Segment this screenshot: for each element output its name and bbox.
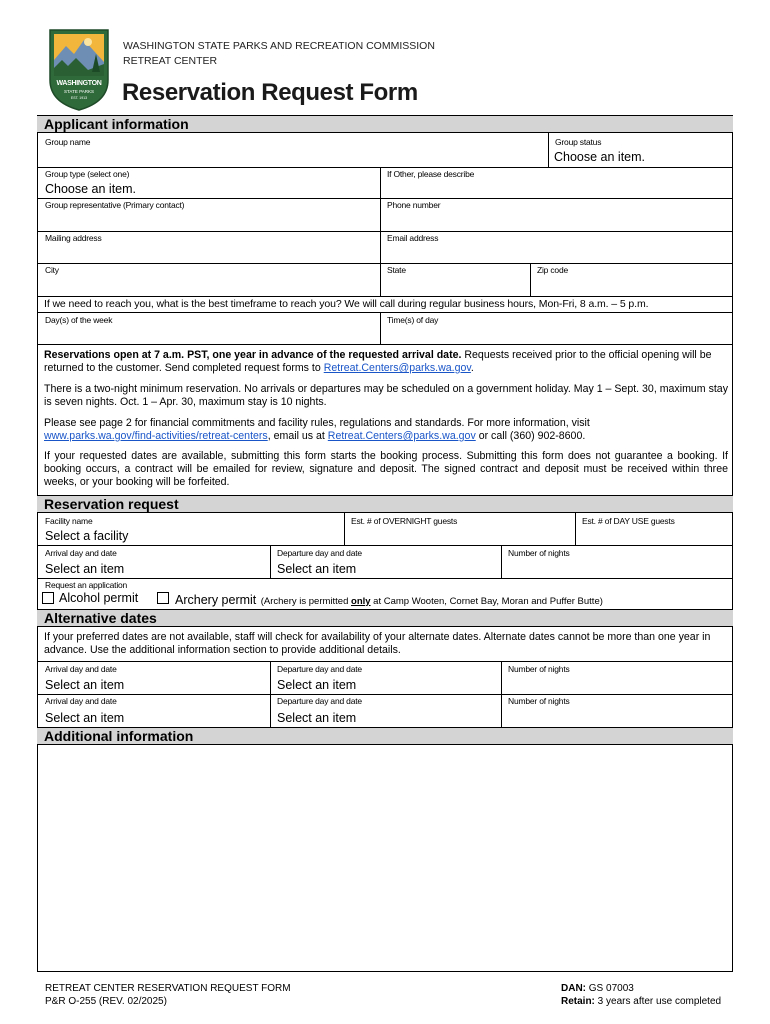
- zip-label: Zip code: [537, 265, 569, 275]
- alt-departure-select[interactable]: Select an item: [277, 678, 357, 692]
- if-other-label: If Other, please describe: [387, 169, 475, 179]
- website-link[interactable]: www.parks.wa.gov/find-activities/retreat-centers: [44, 430, 268, 442]
- alt-arrival-select[interactable]: Select an item: [45, 678, 125, 692]
- additional-info-textarea[interactable]: [38, 746, 732, 970]
- section-title: Alternative dates: [44, 610, 157, 626]
- alcohol-permit-checkbox[interactable]: [42, 592, 54, 604]
- email-link[interactable]: Retreat.Centers@parks.wa.gov: [323, 362, 471, 374]
- section-additional-info: [37, 727, 733, 745]
- opening-details: Requests received prior to the official opening will be returned to the customer. Send completed request forms to: [44, 349, 712, 374]
- email-link-2[interactable]: Retreat.Centers@parks.wa.gov: [327, 430, 476, 442]
- mailing-address-field[interactable]: [38, 244, 378, 262]
- group-type-select[interactable]: Choose an item.: [45, 182, 137, 196]
- logo-text-top: WASHINGTON: [56, 80, 102, 87]
- footer-form-number: P&R O-255 (REV. 02/2025): [45, 996, 167, 1007]
- nights-field[interactable]: [502, 560, 731, 576]
- city-label: City: [45, 265, 59, 275]
- agency-name: WASHINGTON STATE PARKS AND RECREATION COMMISSION: [123, 40, 435, 52]
- nights-label: Number of nights: [508, 548, 570, 558]
- section-title: Additional information: [44, 728, 194, 744]
- group-name-label: Group name: [45, 137, 91, 147]
- mailing-address-label: Mailing address: [45, 233, 102, 243]
- city-field[interactable]: [38, 276, 378, 294]
- alt-nights-label: Number of nights: [508, 696, 570, 706]
- info-stay-paragraph: There is a two-night minimum reservation. No arrivals or departures may be scheduled on a government holiday. May 1 – Sept. 30, maximum stay is seven nights. Oct. 1 – Apr. 30, maximum stay is 10 nights.: [44, 383, 728, 408]
- days-field[interactable]: [38, 326, 378, 342]
- page-title: Reservation Request Form: [122, 79, 418, 106]
- footer-dan: DAN: GS 07003: [561, 983, 634, 994]
- state-label: State: [387, 265, 406, 275]
- overnight-guests-field[interactable]: [345, 527, 573, 543]
- group-status-label: Group status: [555, 137, 602, 147]
- alt-arrival-select[interactable]: Select an item: [45, 711, 125, 725]
- arrival-label: Arrival day and date: [45, 548, 117, 558]
- archery-note: (Archery is permitted only at Camp Wooten, Cornet Bay, Moran and Puffer Butte): [260, 596, 603, 607]
- alt-nights-field[interactable]: [502, 708, 731, 724]
- state-field[interactable]: [381, 276, 529, 294]
- footer-retain: Retain: 3 years after use completed: [561, 996, 722, 1007]
- group-status-select[interactable]: Choose an item.: [554, 150, 646, 164]
- departure-label: Departure day and date: [277, 548, 362, 558]
- alternative-intro: If your preferred dates are not available, staff will check for availability of your alternate dates. Alternate dates cannot be more than one year in advance. Use the additional information section to provide additional details.: [44, 631, 711, 656]
- info-opening-paragraph: Reservations open at 7 a.m. PST, one year in advance of the requested arrival date. Requests received prior to the official opening will be returned to the customer. Send completed request forms to Retreat.Centers@parks.wa.gov.: [44, 349, 712, 374]
- section-alternative-dates: [37, 609, 733, 627]
- times-field[interactable]: [381, 326, 731, 342]
- dayuse-guests-field[interactable]: [576, 527, 731, 543]
- alt-departure-label: Departure day and date: [277, 696, 362, 706]
- facility-select[interactable]: Select a facility: [45, 529, 129, 543]
- days-label: Day(s) of the week: [45, 315, 113, 325]
- representative-field[interactable]: [38, 211, 378, 229]
- agency-subname: RETREAT CENTER: [123, 55, 218, 67]
- agency-logo: [48, 24, 110, 112]
- logo-text-bottom: EST. 1913: [70, 96, 88, 100]
- archery-permit-text: [175, 591, 603, 609]
- facility-label: Facility name: [45, 516, 93, 526]
- departure-select[interactable]: Select an item: [277, 562, 357, 576]
- alt-arrival-label: Arrival day and date: [45, 664, 117, 674]
- archery-permit-checkbox[interactable]: [157, 592, 169, 604]
- representative-label: Group representative (Primary contact): [45, 200, 185, 210]
- alt-nights-field[interactable]: [502, 676, 731, 692]
- group-name-field[interactable]: [38, 146, 546, 166]
- footer-form-name: RETREAT CENTER RESERVATION REQUEST FORM: [45, 983, 291, 994]
- info-booking-paragraph: If your requested dates are available, submitting this form starts the booking process. Submitting this form does not guarantee a booking. If booking occurs, a contract will be emailed for review, signature and deposit. The signed contract and deposit must be received within three weeks, or your booking will be forfeited.: [44, 450, 728, 488]
- section-title: Applicant information: [44, 116, 189, 132]
- section-reservation: [37, 495, 733, 513]
- alcohol-permit-label: Alcohol permit: [59, 591, 139, 605]
- section-title: Reservation request: [44, 496, 179, 512]
- section-applicant: [37, 115, 733, 133]
- zip-field[interactable]: [531, 276, 731, 294]
- phone-label: Phone number: [387, 200, 441, 210]
- email-field[interactable]: [381, 244, 731, 262]
- alt-arrival-label: Arrival day and date: [45, 696, 117, 706]
- opening-notice: Reservations open at 7 a.m. PST, one year in advance of the requested arrival date.: [44, 349, 462, 361]
- if-other-field[interactable]: [381, 180, 731, 198]
- times-label: Time(s) of day: [387, 315, 439, 325]
- alt-departure-label: Departure day and date: [277, 664, 362, 674]
- group-type-label: Group type (select one): [45, 169, 130, 179]
- application-label: Request an application: [45, 580, 128, 590]
- email-label: Email address: [387, 233, 439, 243]
- reach-question: If we need to reach you, what is the best timeframe to reach you? We will call during regular business hours, Mon-Fri, 8 a.m. – 5 p.m.: [44, 298, 649, 310]
- phone-field[interactable]: [381, 211, 731, 229]
- alt-nights-label: Number of nights: [508, 664, 570, 674]
- info-contact-paragraph: Please see page 2 for financial commitments and facility rules, regulations and standards. For more information, visit www.parks.wa.gov/find-activities/retreat-centers, email us at Retreat.Centers@parks.wa.gov or call (360) 902-8600.: [44, 417, 590, 442]
- archery-permit-label: Archery permit: [175, 593, 257, 607]
- overnight-guests-label: Est. # of OVERNIGHT guests: [351, 516, 458, 526]
- arrival-select[interactable]: Select an item: [45, 562, 125, 576]
- logo-text-mid: STATE PARKS: [63, 89, 94, 94]
- dayuse-guests-label: Est. # of DAY USE guests: [582, 516, 675, 526]
- alt-departure-select[interactable]: Select an item: [277, 711, 357, 725]
